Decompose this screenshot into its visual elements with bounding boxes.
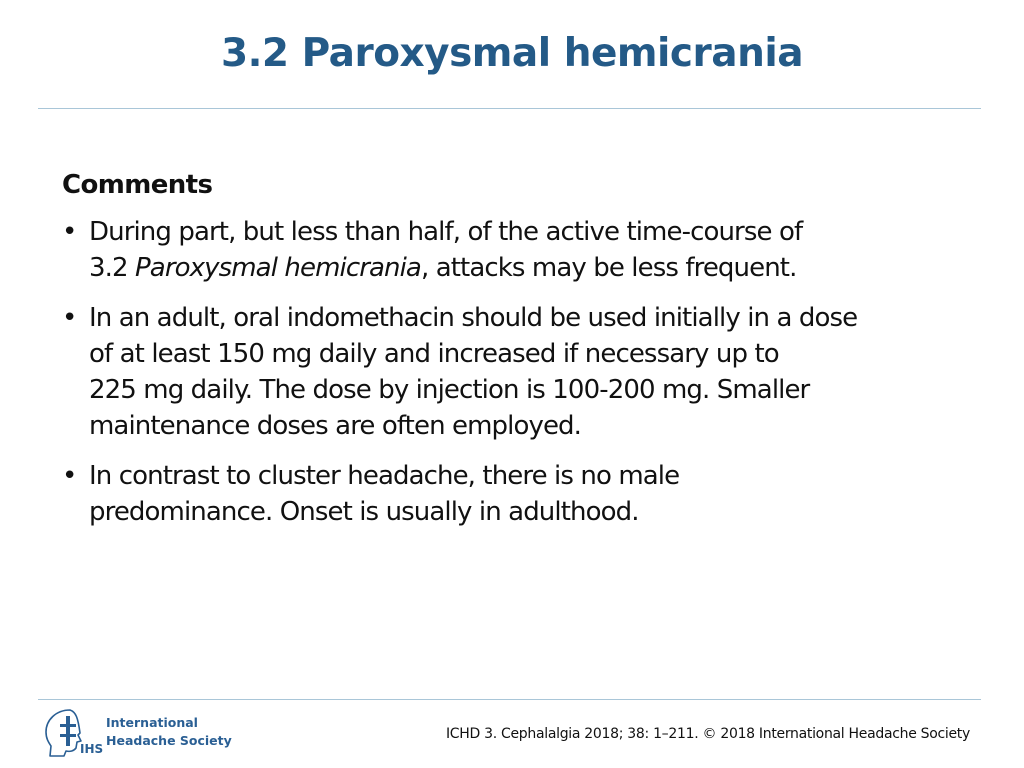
bullet-text-line [89, 250, 982, 286]
head-profile-icon [40, 706, 106, 762]
logo-text [106, 714, 232, 750]
comment-bullet [62, 300, 982, 444]
header-divider [38, 108, 981, 109]
bullet-text: During part, but less than half, of the active time-course of [89, 217, 803, 247]
bullet-text: of at least 150 mg daily and increased if necessary up to [89, 339, 779, 369]
bullet-marker: • [62, 461, 77, 491]
ihs-logo [40, 706, 230, 762]
bullet-text: , attacks may be less frequent. [420, 253, 797, 283]
bullet-italic-term: Paroxysmal hemicrania [135, 253, 421, 283]
bullet-text-line [89, 214, 982, 250]
logo-line-1: International [106, 715, 198, 730]
comments-bullet-list [62, 214, 982, 530]
comments-heading: Comments [62, 170, 213, 200]
comment-bullet [62, 214, 982, 286]
bullet-text-line [89, 408, 982, 444]
bullet-text-line [89, 494, 982, 530]
citation: ICHD 3. Cephalalgia 2018; 38: 1–211. © 2018 International Headache Society [445, 726, 970, 742]
bullet-marker: • [62, 303, 77, 333]
bullet-text-line [89, 372, 982, 408]
comments-section [62, 166, 982, 544]
bullet-text: In contrast to cluster headache, there is no male [89, 461, 680, 491]
bullet-marker: • [62, 217, 77, 247]
bullet-text: predominance. Onset is usually in adulthood. [89, 497, 639, 527]
bullet-text-line [89, 300, 982, 336]
comment-bullet [62, 458, 982, 530]
slide-title: 3.2 Paroxysmal hemicrania [220, 31, 804, 76]
bullet-text: 225 mg daily. The dose by injection is 100-200 mg. Smaller [89, 375, 810, 405]
logo-monogram: IHS [80, 742, 104, 756]
footer-divider [38, 699, 981, 700]
bullet-text: 3.2 [89, 253, 136, 283]
logo-line-2: Headache Society [106, 733, 232, 748]
bullet-text: maintenance doses are often employed. [89, 411, 582, 441]
bullet-text-line [89, 458, 982, 494]
bullet-text-line [89, 336, 982, 372]
bullet-text: In an adult, oral indomethacin should be used initially in a dose [89, 303, 858, 333]
